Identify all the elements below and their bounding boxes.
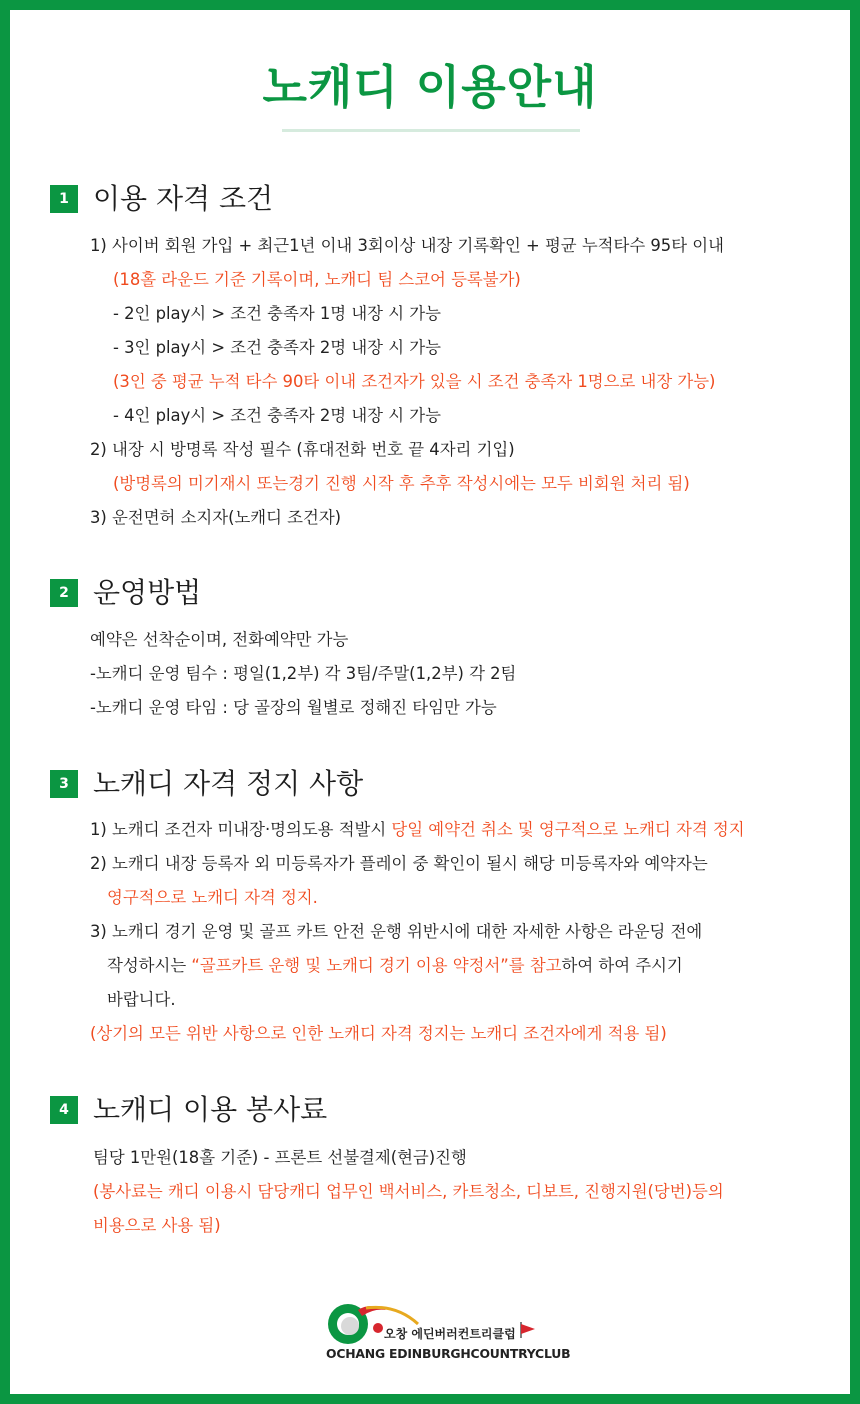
section-3-line-3-end: 바랍니다. <box>107 990 176 1009</box>
section-3-line-1: 1) 노캐디 조건자 미내장·명의도용 적발시 당일 예약건 취소 및 영구적으로 노캐디 자격 정지 <box>90 820 745 839</box>
section-2-title: 운영방법 <box>93 576 202 609</box>
section-1-line-1: 1) 사이버 회원 가입 + 최근1년 이내 3회이상 내장 기록확인 + 평균 누적타수 95타 이내 <box>90 236 724 255</box>
section-3-line-3: 3) 노캐디 경기 운영 및 골프 카트 안전 운행 위반시에 대한 자세한 사항은 라운딩 전에 <box>90 922 703 941</box>
section-3-title: 노캐디 자격 정지 사항 <box>93 767 364 800</box>
section-1-line-4p: - 4인 play시 > 조건 충족자 2명 내장 시 가능 <box>113 406 441 425</box>
section-2-number: 2 <box>50 579 78 607</box>
title-underline <box>282 129 580 132</box>
section-1-note-3: (방명록의 미기재시 또는경기 진행 시작 후 추후 작성시에는 모두 비회원 처리 됨) <box>113 474 690 493</box>
section-4-number: 4 <box>50 1096 78 1124</box>
section-1-number: 1 <box>50 185 78 213</box>
section-1-note-2: (3인 중 평균 누적 타수 90타 이내 조건자가 있을 시 조건 충족자 1명으로 내장 가능) <box>113 372 716 391</box>
section-1-line-guestbook: 2) 내장 시 방명록 작성 필수 (휴대전화 번호 끝 4자리 기입) <box>90 440 515 459</box>
section-1-line-2p: - 2인 play시 > 조건 충족자 1명 내장 시 가능 <box>113 304 441 323</box>
logo-korean-text: 오창 에딘버러컨트리클럽 <box>384 1327 516 1341</box>
section-4-line-1: 팀당 1만원(18홀 기준) - 프론트 선불결제(현금)진행 <box>93 1148 467 1167</box>
section-2-line-2: -노캐디 운영 팀수 : 평일(1,2부) 각 3팀/주말(1,2부) 각 2팀 <box>90 664 517 683</box>
section-3-line-2: 2) 노캐디 내장 등록자 외 미등록자가 플레이 중 확인이 될시 해당 미등록자와 예약자는 <box>90 854 708 873</box>
section-2-line-1: 예약은 선착순이며, 전화예약만 가능 <box>90 630 349 649</box>
logo-red-dot <box>373 1323 383 1333</box>
section-1-title: 이용 자격 조건 <box>93 182 274 215</box>
section-4-note-2: 비용으로 사용 됨) <box>93 1216 221 1235</box>
section-3-number: 3 <box>50 770 78 798</box>
section-1-line-license: 3) 운전면허 소지자(노캐디 조건자) <box>90 508 342 527</box>
logo-golf-ball <box>341 1317 359 1335</box>
section-4-title: 노캐디 이용 봉사료 <box>93 1093 328 1126</box>
section-4-note-1: (봉사료는 캐디 이용시 담당캐디 업무인 백서비스, 카트청소, 디보트, 진행지원(당번)등의 <box>93 1182 724 1201</box>
section-1-note-1: (18홀 라운드 기준 기록이며, 노캐디 팀 스코어 등록불가) <box>113 270 521 289</box>
section-2-line-3: -노캐디 운영 타임 : 당 골장의 월별로 정해진 타임만 가능 <box>90 698 497 717</box>
section-3-line-2-cont: 영구적으로 노캐디 자격 정지. <box>107 888 318 907</box>
section-3-line-3-cont: 작성하시는 “골프카트 운행 및 노캐디 경기 이용 약정서”를 참고하여 하여 주시기 <box>107 956 683 975</box>
logo-english-text: OCHANG EDINBURGHCOUNTRYCLUB <box>326 1346 571 1361</box>
section-1-line-3p: - 3인 play시 > 조건 충족자 2명 내장 시 가능 <box>113 338 441 357</box>
page-title: 노캐디 이용안내 <box>262 60 598 114</box>
section-3-note: (상기의 모든 위반 사항으로 인한 노캐디 자격 정지는 노캐디 조건자에게 적용 됨) <box>90 1024 667 1043</box>
logo-flag-icon <box>521 1324 535 1334</box>
